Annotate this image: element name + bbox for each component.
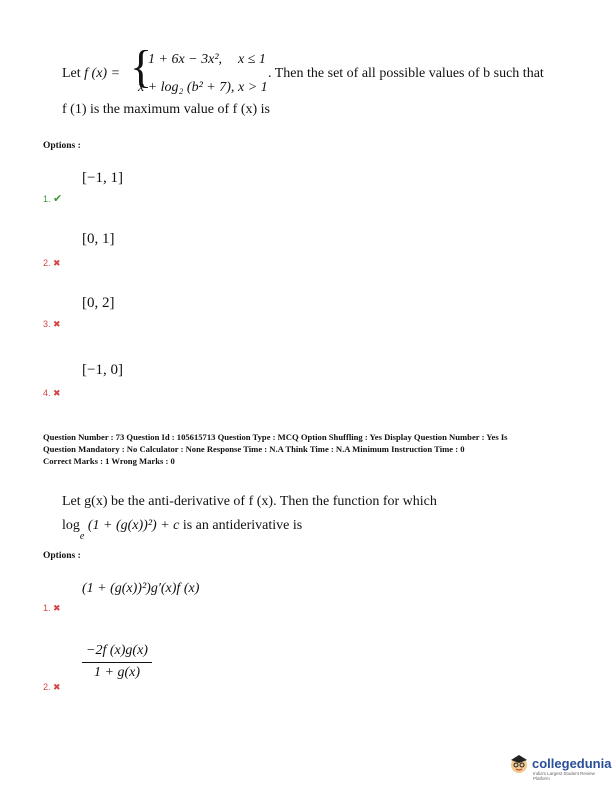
cross-icon: ✖ bbox=[53, 682, 61, 692]
q2-option-2-fraction bbox=[82, 643, 152, 682]
q1-option-3-value: [0, 2] bbox=[82, 295, 115, 311]
mascot-logo-icon bbox=[508, 752, 530, 774]
q1-let: Let f (x) = bbox=[62, 66, 121, 81]
question-meta-line3: Correct Marks : 1 Wrong Marks : 0 bbox=[43, 456, 175, 466]
q1-option-1-label: 1. ✔ bbox=[43, 193, 63, 205]
q1-case1-expr: 1 + 6x − 3x², bbox=[148, 52, 223, 67]
q1-line2: f (1) is the maximum value of f (x) is bbox=[62, 102, 271, 117]
question-meta-line1: Question Number : 73 Question Id : 105615713 Question Type : MCQ Option Shuffling : Yes Display Question Number : Yes Is bbox=[43, 432, 508, 442]
q1-tail: . Then the set of all possible values of b such that bbox=[268, 66, 544, 81]
q1-option-2-label: 2. ✖ bbox=[43, 258, 61, 268]
q1-case2-cond: x > 1 bbox=[238, 80, 268, 95]
q2-line1: Let g(x) be the anti-derivative of f (x). Then the function for which bbox=[62, 494, 437, 509]
q1-fx: f (x) = bbox=[84, 66, 121, 81]
fraction-denominator: 1 + g(x) bbox=[94, 664, 140, 680]
q1-case2-expr: x + log₂ (b² + 7), bbox=[138, 80, 235, 95]
q2-option-1-value: (1 + (g(x))²)g′(x)f (x) bbox=[82, 581, 200, 596]
q2-line2: $\log_e (1 + (g(x))^2) + c$ is an antiderivative is bbox=[62, 518, 303, 542]
q2-option-2-label: 2. ✖ bbox=[43, 682, 61, 692]
q1-brace: { bbox=[130, 41, 153, 92]
q1-case1-cond: x ≤ 1 bbox=[238, 52, 266, 67]
q1-option-4-value: [−1, 0] bbox=[82, 362, 123, 378]
options-label-2: Options : bbox=[43, 551, 81, 561]
cross-icon: ✖ bbox=[53, 258, 61, 268]
question-meta-line2: Question Mandatory : No Calculator : None Response Time : N.A Think Time : N.A Minimum Instruction Time : 0 bbox=[43, 444, 465, 454]
question-meta bbox=[43, 431, 588, 467]
fraction-bar bbox=[82, 662, 152, 663]
fraction-numerator: −2f (x)g(x) bbox=[86, 643, 148, 658]
q1-option-3-label: 3. ✖ bbox=[43, 319, 61, 329]
q1-option-4-label: 4. ✖ bbox=[43, 388, 61, 398]
cross-icon: ✖ bbox=[53, 388, 61, 398]
q1-option-2-value: [0, 1] bbox=[82, 231, 115, 247]
cross-icon: ✖ bbox=[53, 319, 61, 329]
logo-tagline: India's Largest Student Review Platform bbox=[533, 771, 595, 781]
q2-option-1-label: 1. ✖ bbox=[43, 603, 61, 613]
q1-option-1-value: [−1, 1] bbox=[82, 170, 123, 186]
logo-name: collegedunia bbox=[532, 756, 612, 771]
options-label: Options : bbox=[43, 141, 81, 151]
check-icon: ✔ bbox=[53, 193, 63, 205]
cross-icon: ✖ bbox=[53, 603, 61, 613]
